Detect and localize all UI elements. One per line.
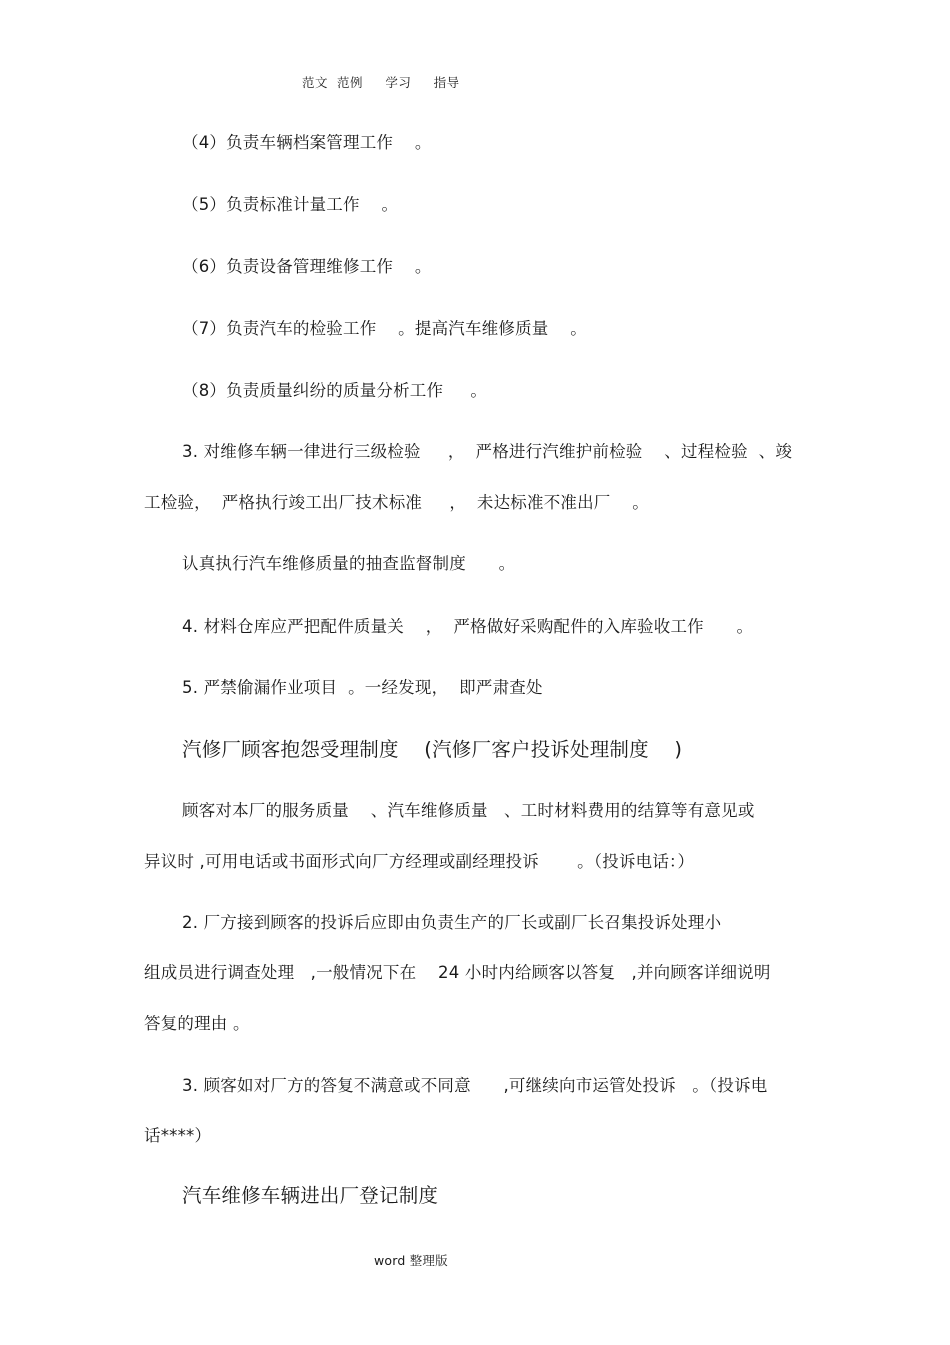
page-footer: word 整理版 bbox=[374, 1253, 448, 1268]
paragraph-line: 话****） bbox=[144, 1126, 212, 1145]
paragraph-line: 2. 厂方接到顾客的投诉后应即由负责生产的厂长或副厂长召集投诉处理小 bbox=[182, 913, 722, 932]
paragraph-line: （7）负责汽车的检验工作 。提高汽车维修质量 。 bbox=[182, 319, 587, 338]
paragraph-line: （4）负责车辆档案管理工作 。 bbox=[182, 133, 432, 152]
paragraph-line: 工检验， 严格执行竣工出厂技术标准 ， 未达标准不准出厂 。 bbox=[144, 493, 649, 512]
paragraph-line: （8）负责质量纠纷的质量分析工作 。 bbox=[182, 381, 488, 400]
section-heading: 汽修厂顾客抱怨受理制度 (汽修厂客户投诉处理制度 ) bbox=[182, 738, 683, 761]
paragraph-line: 答复的理由 。 bbox=[144, 1014, 250, 1033]
page-header: 范文 范例 学习 指导 bbox=[302, 75, 460, 90]
paragraph-line: （6）负责设备管理维修工作 。 bbox=[182, 257, 432, 276]
paragraph-line: 认真执行汽车维修质量的抽查监督制度 。 bbox=[182, 554, 516, 573]
paragraph-line: 3. 对维修车辆一律进行三级检验 ， 严格进行汽维护前检验 、过程检验 、竣 bbox=[182, 442, 793, 461]
paragraph-line: 4. 材料仓库应严把配件质量关 ， 严格做好采购配件的入库验收工作 。 bbox=[182, 617, 754, 636]
paragraph-line: （5）负责标准计量工作 。 bbox=[182, 195, 399, 214]
paragraph-line: 3. 顾客如对厂方的答复不满意或不同意 ,可继续向市运管处投诉 。（投诉电 bbox=[182, 1076, 768, 1095]
section-heading: 汽车维修车辆进出厂登记制度 bbox=[182, 1184, 439, 1207]
paragraph-line: 组成员进行调查处理 ,一般情况下在 24 小时内给顾客以答复 ,并向顾客详细说明 bbox=[144, 963, 771, 982]
paragraph-line: 顾客对本厂的服务质量 、汽车维修质量 、工时材料费用的结算等有意见或 bbox=[182, 801, 755, 820]
paragraph-line: 异议时 ,可用电话或书面形式向厂方经理或副经理投诉 。（投诉电话：） bbox=[144, 852, 695, 871]
paragraph-line: 5. 严禁偷漏作业项目 。一经发现， 即严肃查处 bbox=[182, 678, 543, 697]
